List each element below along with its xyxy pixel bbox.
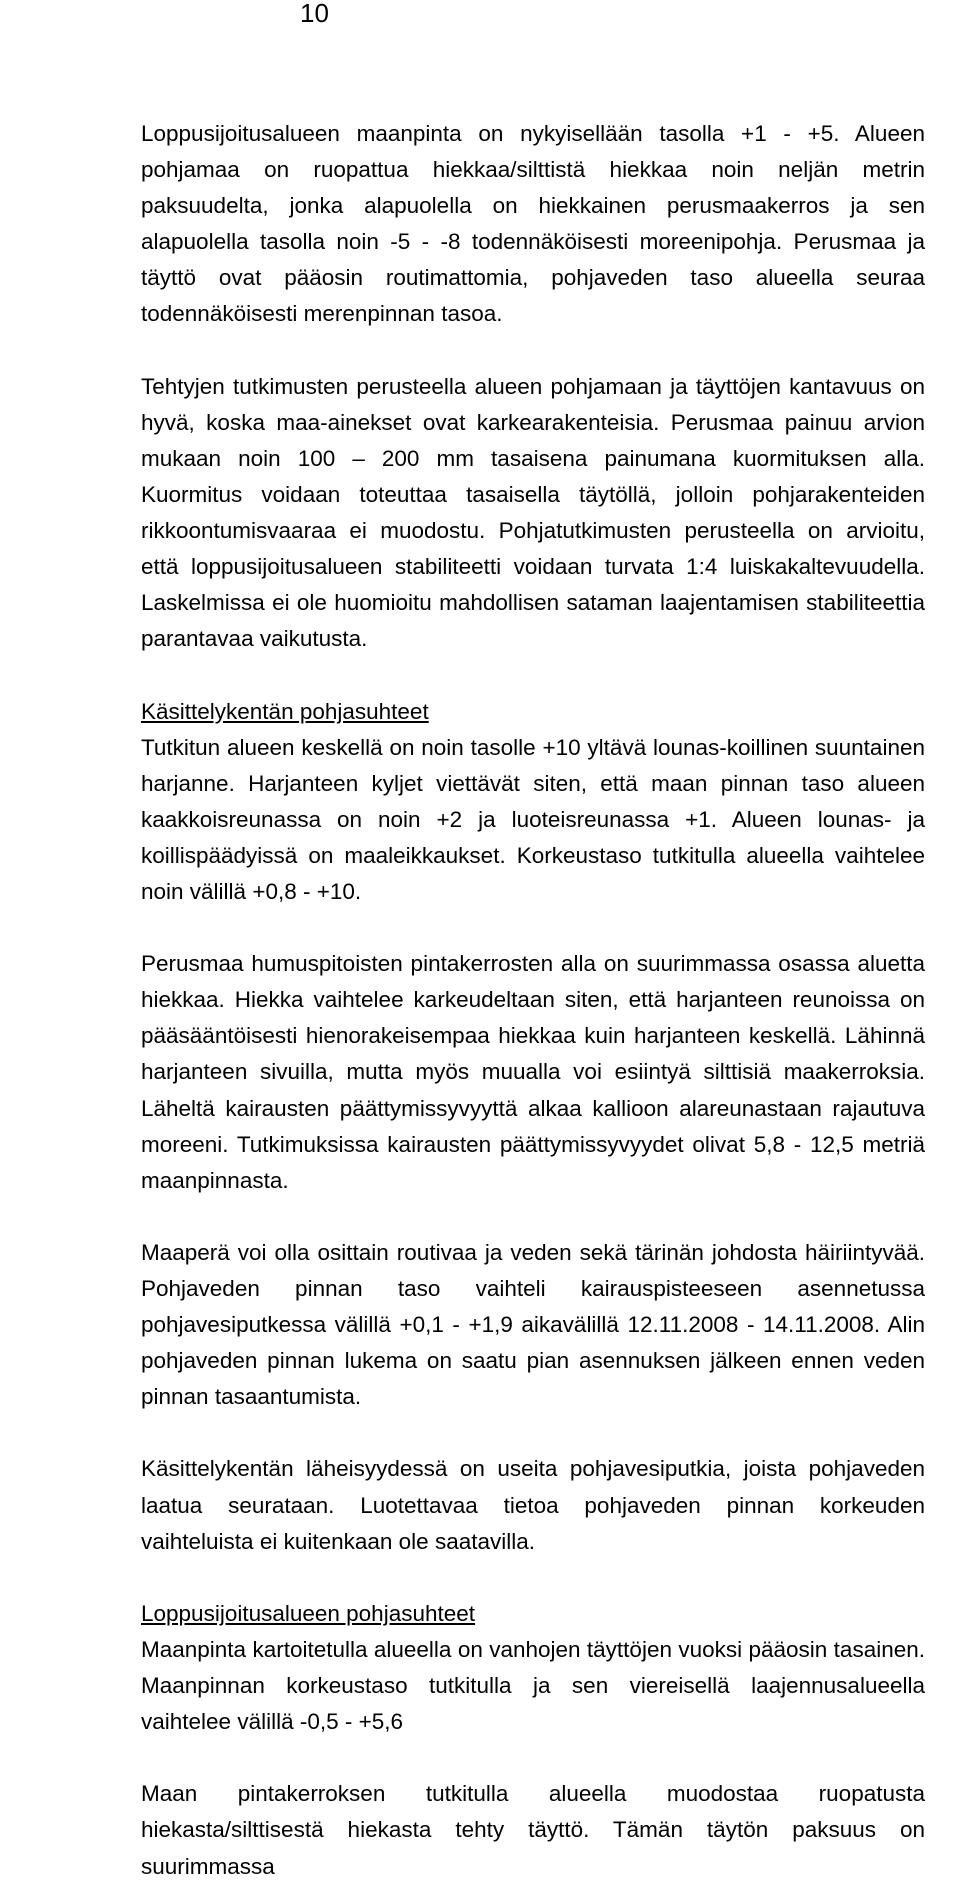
- paragraph: Perusmaa humuspitoisten pintakerrosten alla on suurimmassa osassa aluetta hiekkaa. Hiekka vaihtelee karkeudeltaan siten, että harjanteen reunoissa on pääsääntöisesti hienorakeisempaa hiekkaa kuin harjanteen keskellä. Lähinnä harjanteen sivuilla, mutta myös muualla voi esiintyä silttisiä maakerroksia. Läheltä kairausten päättymissyvyyttä alkaa kallioon alareunastaan rajautuva moreeni. Tutkimuksissa kairausten päättymissyvyydet olivat 5,8 - 12,5 metriä maanpinnasta.: [141, 951, 925, 1193]
- section-heading: Loppusijoitusalueen pohjasuhteet: [141, 1600, 476, 1626]
- paragraph: Tutkitun alueen keskellä on noin tasolle +10 yltävä lounas-koillinen suuntainen harjanne. Harjanteen kyljet viettävät siten, että maan pinnan taso alueen kaakkoisreunassa on noin +2 ja luoteisreunassa +1. Alueen lounas- ja koillispäädyissä on maaleikkaukset. Korkeustaso tutkitulla alueella vaihtelee noin välillä +0,8 - +10.: [141, 734, 925, 904]
- section-loppusijoitusalue: [141, 1596, 925, 1885]
- paragraph: Maan pintakerroksen tutkitulla alueella muodostaa ruopatusta hiekasta/silttisestä hiekasta tehty täyttö. Tämän täytön paksuus on suurimmassa: [141, 1781, 925, 1879]
- section-kasittelykentta: [141, 694, 925, 1560]
- paragraph: Käsittelykentän läheisyydessä on useita pohjavesiputkia, joista pohjaveden laatua seurataan. Luotettavaa tietoa pohjaveden pinnan korkeuden vaihteluista ei kuitenkaan ole saatavilla.: [141, 1456, 925, 1554]
- paragraph: Tehtyjen tutkimusten perusteella alueen pohjamaan ja täyttöjen kantavuus on hyvä, koska maa-ainekset ovat karkearakenteisia. Perusmaa painuu arvion mukaan noin 100 – 200 mm tasaisena painumana kuormituksen alla. Kuormitus voidaan toteuttaa tasaisella täytöllä, jolloin pohjarakenteiden rikkoontumisvaaraa ei muodostu. Pohjatutkimusten perusteella on arvioitu, että loppusijoitusalueen stabiliteetti voidaan turvata 1:4 luiskakaltevuudella. Laskelmissa ei ole huomioitu mahdollisen sataman laajentamisen stabiliteettia parantavaa vaikutusta.: [141, 373, 925, 652]
- document-body: [141, 116, 925, 1885]
- page-number: 10: [300, 0, 329, 28]
- paragraph: Loppusijoitusalueen maanpinta on nykyisellään tasolla +1 - +5. Alueen pohjamaa on ruopattua hiekkaa/silttistä hiekkaa noin neljän metrin paksuudelta, jonka alapuolella on hiekkainen perusmaakerros ja sen alapuolella tasolla noin -5 - -8 todennäköisesti moreenipohja. Perusmaa ja täyttö ovat pääosin routimattomia, pohjaveden taso alueella seuraa todennäköisesti merenpinnan tasoa.: [141, 121, 925, 327]
- section-intro: [141, 116, 925, 657]
- section-heading: Käsittelykentän pohjasuhteet: [141, 698, 429, 724]
- paragraph: Maanpinta kartoitetulla alueella on vanhojen täyttöjen vuoksi pääosin tasainen. Maanpinnan korkeustaso tutkitulla ja sen viereisellä laajennusalueella vaihtelee välillä -0,5 - +5,6: [141, 1636, 925, 1735]
- paragraph: Maaperä voi olla osittain routivaa ja veden sekä tärinän johdosta häiriintyvää. Pohjaveden pinnan taso vaihteli kairauspisteeseen asennetussa pohjavesiputkessa välillä +0,1 - +1,9 aikavälillä 12.11.2008 - 14.11.2008. Alin pohjaveden pinnan lukema on saatu pian asennuksen jälkeen ennen veden pinnan tasaantumista.: [141, 1239, 925, 1410]
